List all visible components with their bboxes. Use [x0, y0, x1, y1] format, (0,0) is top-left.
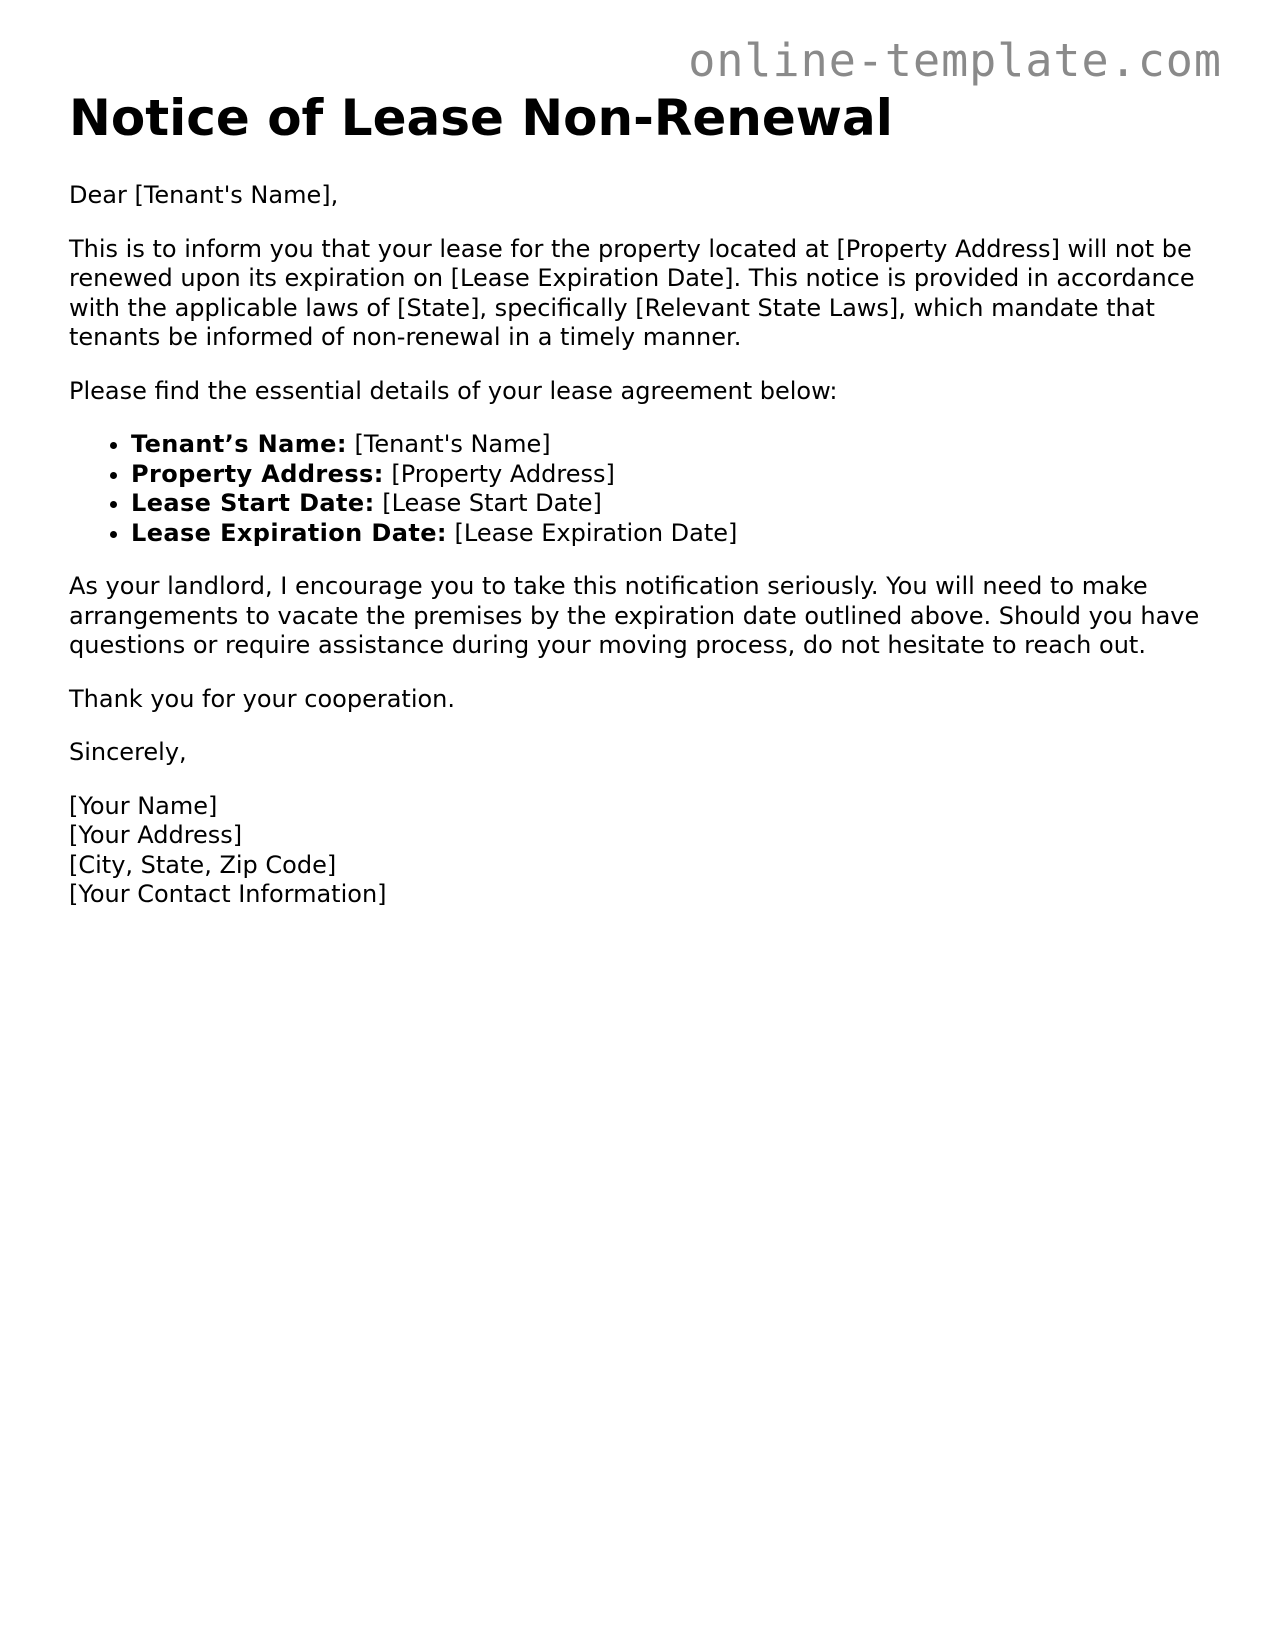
paragraph-vacate: As your landlord, I encourage you to take this notification seriously. You will need to make arrangements to vacate the premises by the expiration date outlined above. Should you have questions or require assistance during your moving process, do not hesitate to reach out. [69, 572, 1200, 659]
document-title: Notice of Lease Non-Renewal [69, 89, 893, 147]
signature-address: [Your Address] [69, 821, 243, 849]
details-intro: Please find the essential details of your lease agreement below: [69, 376, 838, 405]
list-item [131, 519, 1209, 549]
watermark: online-template.com [688, 34, 1222, 87]
list-item [131, 460, 1209, 490]
detail-label: Lease Expiration Date: [131, 518, 447, 547]
thanks-line: Thank you for your cooperation. [69, 684, 456, 713]
detail-value: [Lease Start Date] [382, 489, 602, 517]
detail-value: [Tenant's Name] [354, 430, 551, 458]
paragraph-notice: This is to inform you that your lease for the property located at [Property Address] will not be renewed upon its expiration on [Lease Expiration Date]. This notice is provided in accordance with the applicable laws of [State], specifically [Relevant State Laws], which mandate that tenants be informed of non-renewal in a timely manner. [69, 234, 1195, 351]
list-item [131, 430, 1209, 460]
list-item [131, 489, 1209, 519]
closing-line: Sincerely, [69, 738, 187, 766]
signature-contact: [Your Contact Information] [69, 880, 387, 908]
lease-details-list [69, 430, 1209, 548]
greeting: Dear [Tenant's Name], [69, 181, 339, 209]
detail-label: Lease Start Date: [131, 489, 375, 517]
detail-value: [Lease Expiration Date] [454, 518, 738, 547]
signature-name: [Your Name] [69, 791, 218, 820]
signature-city-state-zip: [City, State, Zip Code] [69, 850, 337, 879]
detail-value: [Property Address] [391, 459, 615, 488]
detail-label: Tenant’s Name: [131, 430, 347, 458]
document [69, 86, 1209, 910]
signature-block [69, 792, 1209, 910]
detail-label: Property Address: [131, 459, 384, 488]
